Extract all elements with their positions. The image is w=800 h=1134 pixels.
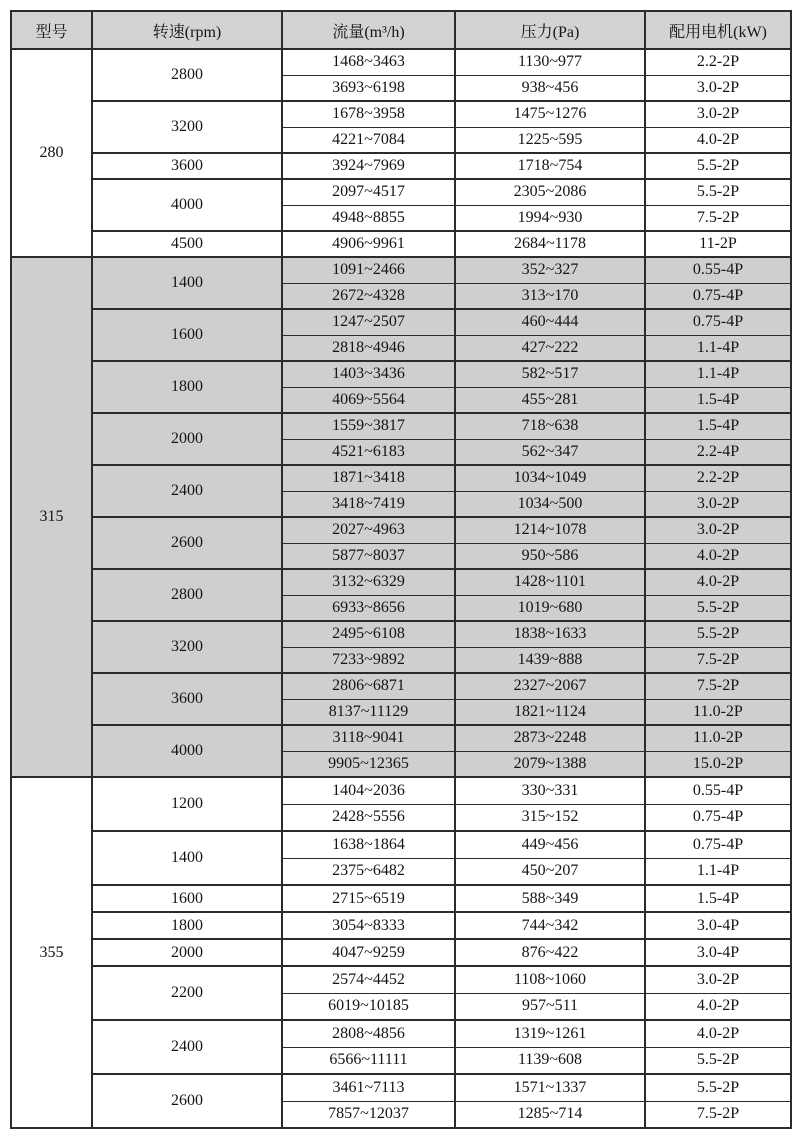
pressure-cell: 1428~1101 [455,569,645,595]
motor-cell: 5.5-2P [645,621,791,647]
flow-cell: 3054~8333 [282,912,455,939]
pressure-cell: 1821~1124 [455,699,645,725]
motor-cell: 0.75-4P [645,831,791,858]
motor-cell: 7.5-2P [645,1101,791,1128]
speed-cell: 2200 [92,966,282,1020]
motor-cell: 3.0-2P [645,491,791,517]
table-row [11,569,791,595]
fan-spec-table [10,10,792,1129]
flow-cell: 6566~11111 [282,1047,455,1074]
speed-cell: 2600 [92,517,282,569]
motor-cell: 7.5-2P [645,205,791,231]
motor-cell: 3.0-2P [645,101,791,127]
speed-cell: 2800 [92,49,282,101]
flow-cell: 4069~5564 [282,387,455,413]
flow-cell: 4948~8855 [282,205,455,231]
pressure-cell: 1571~1337 [455,1074,645,1101]
model-cell: 280 [11,49,92,257]
motor-cell: 0.75-4P [645,283,791,309]
pressure-cell: 1718~754 [455,153,645,179]
flow-cell: 1559~3817 [282,413,455,439]
speed-cell: 4500 [92,231,282,257]
flow-cell: 8137~11129 [282,699,455,725]
table-row [11,361,791,387]
flow-cell: 6933~8656 [282,595,455,621]
flow-cell: 1404~2036 [282,777,455,804]
table-row [11,231,791,257]
motor-cell: 15.0-2P [645,751,791,777]
pressure-cell: 718~638 [455,413,645,439]
pressure-cell: 588~349 [455,885,645,912]
table-row [11,912,791,939]
pressure-cell: 1319~1261 [455,1020,645,1047]
model-cell: 355 [11,777,92,1128]
pressure-cell: 950~586 [455,543,645,569]
motor-cell: 4.0-2P [645,1020,791,1047]
header-motor: 配用电机(kW) [645,11,791,49]
pressure-cell: 2327~2067 [455,673,645,699]
motor-cell: 11-2P [645,231,791,257]
table-row [11,885,791,912]
motor-cell: 3.0-2P [645,517,791,543]
speed-cell: 1800 [92,361,282,413]
motor-cell: 3.0-4P [645,912,791,939]
header-model: 型号 [11,11,92,49]
motor-cell: 0.55-4P [645,777,791,804]
speed-cell: 2400 [92,465,282,517]
flow-cell: 9905~12365 [282,751,455,777]
motor-cell: 1.5-4P [645,387,791,413]
table-row [11,1074,791,1101]
speed-cell: 1200 [92,777,282,831]
flow-cell: 1678~3958 [282,101,455,127]
table-row [11,831,791,858]
pressure-cell: 449~456 [455,831,645,858]
pressure-cell: 450~207 [455,858,645,885]
flow-cell: 2375~6482 [282,858,455,885]
flow-cell: 1247~2507 [282,309,455,335]
motor-cell: 4.0-2P [645,127,791,153]
motor-cell: 1.1-4P [645,858,791,885]
motor-cell: 2.2-2P [645,465,791,491]
motor-cell: 7.5-2P [645,673,791,699]
motor-cell: 2.2-4P [645,439,791,465]
table-row [11,966,791,993]
speed-cell: 1600 [92,885,282,912]
flow-cell: 3693~6198 [282,75,455,101]
table-row [11,179,791,205]
speed-cell: 3600 [92,673,282,725]
flow-cell: 2818~4946 [282,335,455,361]
table-row [11,939,791,966]
flow-cell: 7857~12037 [282,1101,455,1128]
pressure-cell: 455~281 [455,387,645,413]
pressure-cell: 460~444 [455,309,645,335]
table-row [11,465,791,491]
pressure-cell: 1034~500 [455,491,645,517]
header-flow: 流量(m³/h) [282,11,455,49]
speed-cell: 3200 [92,101,282,153]
pressure-cell: 1994~930 [455,205,645,231]
table-row [11,777,791,804]
spec-table-body [11,49,791,1128]
speed-cell: 1600 [92,309,282,361]
table-row [11,49,791,75]
pressure-cell: 313~170 [455,283,645,309]
speed-cell: 3200 [92,621,282,673]
motor-cell: 1.5-4P [645,413,791,439]
motor-cell: 5.5-2P [645,595,791,621]
motor-cell: 5.5-2P [645,1074,791,1101]
table-row [11,517,791,543]
speed-cell: 2000 [92,413,282,465]
flow-cell: 3418~7419 [282,491,455,517]
pressure-cell: 1019~680 [455,595,645,621]
motor-cell: 5.5-2P [645,1047,791,1074]
flow-cell: 4221~7084 [282,127,455,153]
flow-cell: 4047~9259 [282,939,455,966]
flow-cell: 7233~9892 [282,647,455,673]
pressure-cell: 1214~1078 [455,517,645,543]
flow-cell: 2715~6519 [282,885,455,912]
speed-cell: 2000 [92,939,282,966]
motor-cell: 4.0-2P [645,569,791,595]
table-row [11,673,791,699]
table-row [11,257,791,283]
speed-cell: 4000 [92,179,282,231]
flow-cell: 2495~6108 [282,621,455,647]
table-row [11,413,791,439]
pressure-cell: 2684~1178 [455,231,645,257]
flow-cell: 3132~6329 [282,569,455,595]
flow-cell: 3924~7969 [282,153,455,179]
motor-cell: 3.0-2P [645,966,791,993]
flow-cell: 3461~7113 [282,1074,455,1101]
pressure-cell: 2873~2248 [455,725,645,751]
speed-cell: 2400 [92,1020,282,1074]
pressure-cell: 1108~1060 [455,966,645,993]
flow-cell: 1468~3463 [282,49,455,75]
motor-cell: 4.0-2P [645,993,791,1020]
pressure-cell: 876~422 [455,939,645,966]
motor-cell: 3.0-2P [645,75,791,101]
motor-cell: 4.0-2P [645,543,791,569]
motor-cell: 1.5-4P [645,885,791,912]
header-pressure: 压力(Pa) [455,11,645,49]
flow-cell: 1638~1864 [282,831,455,858]
table-row [11,153,791,179]
pressure-cell: 1439~888 [455,647,645,673]
pressure-cell: 1285~714 [455,1101,645,1128]
speed-cell: 3600 [92,153,282,179]
pressure-cell: 427~222 [455,335,645,361]
flow-cell: 4521~6183 [282,439,455,465]
pressure-cell: 352~327 [455,257,645,283]
pressure-cell: 1475~1276 [455,101,645,127]
motor-cell: 5.5-2P [645,153,791,179]
table-row [11,309,791,335]
header-row [11,11,791,49]
pressure-cell: 562~347 [455,439,645,465]
pressure-cell: 957~511 [455,993,645,1020]
speed-cell: 2800 [92,569,282,621]
table-row [11,1020,791,1047]
motor-cell: 1.1-4P [645,335,791,361]
flow-cell: 6019~10185 [282,993,455,1020]
speed-cell: 1400 [92,257,282,309]
pressure-cell: 938~456 [455,75,645,101]
table-row [11,725,791,751]
model-cell: 315 [11,257,92,777]
pressure-cell: 1139~608 [455,1047,645,1074]
flow-cell: 2806~6871 [282,673,455,699]
motor-cell: 0.55-4P [645,257,791,283]
pressure-cell: 315~152 [455,804,645,831]
motor-cell: 0.75-4P [645,804,791,831]
flow-cell: 2428~5556 [282,804,455,831]
motor-cell: 2.2-2P [645,49,791,75]
pressure-cell: 330~331 [455,777,645,804]
pressure-cell: 2079~1388 [455,751,645,777]
pressure-cell: 744~342 [455,912,645,939]
pressure-cell: 2305~2086 [455,179,645,205]
flow-cell: 2097~4517 [282,179,455,205]
motor-cell: 3.0-4P [645,939,791,966]
motor-cell: 11.0-2P [645,725,791,751]
table-row [11,621,791,647]
motor-cell: 0.75-4P [645,309,791,335]
speed-cell: 1400 [92,831,282,885]
pressure-cell: 1225~595 [455,127,645,153]
flow-cell: 2574~4452 [282,966,455,993]
table-row [11,101,791,127]
pressure-cell: 582~517 [455,361,645,387]
flow-cell: 1871~3418 [282,465,455,491]
flow-cell: 2672~4328 [282,283,455,309]
flow-cell: 1091~2466 [282,257,455,283]
pressure-cell: 1034~1049 [455,465,645,491]
header-speed: 转速(rpm) [92,11,282,49]
motor-cell: 7.5-2P [645,647,791,673]
speed-cell: 4000 [92,725,282,777]
speed-cell: 2600 [92,1074,282,1128]
motor-cell: 1.1-4P [645,361,791,387]
flow-cell: 3118~9041 [282,725,455,751]
motor-cell: 5.5-2P [645,179,791,205]
flow-cell: 2808~4856 [282,1020,455,1047]
motor-cell: 11.0-2P [645,699,791,725]
flow-cell: 2027~4963 [282,517,455,543]
speed-cell: 1800 [92,912,282,939]
flow-cell: 4906~9961 [282,231,455,257]
flow-cell: 1403~3436 [282,361,455,387]
pressure-cell: 1838~1633 [455,621,645,647]
pressure-cell: 1130~977 [455,49,645,75]
flow-cell: 5877~8037 [282,543,455,569]
